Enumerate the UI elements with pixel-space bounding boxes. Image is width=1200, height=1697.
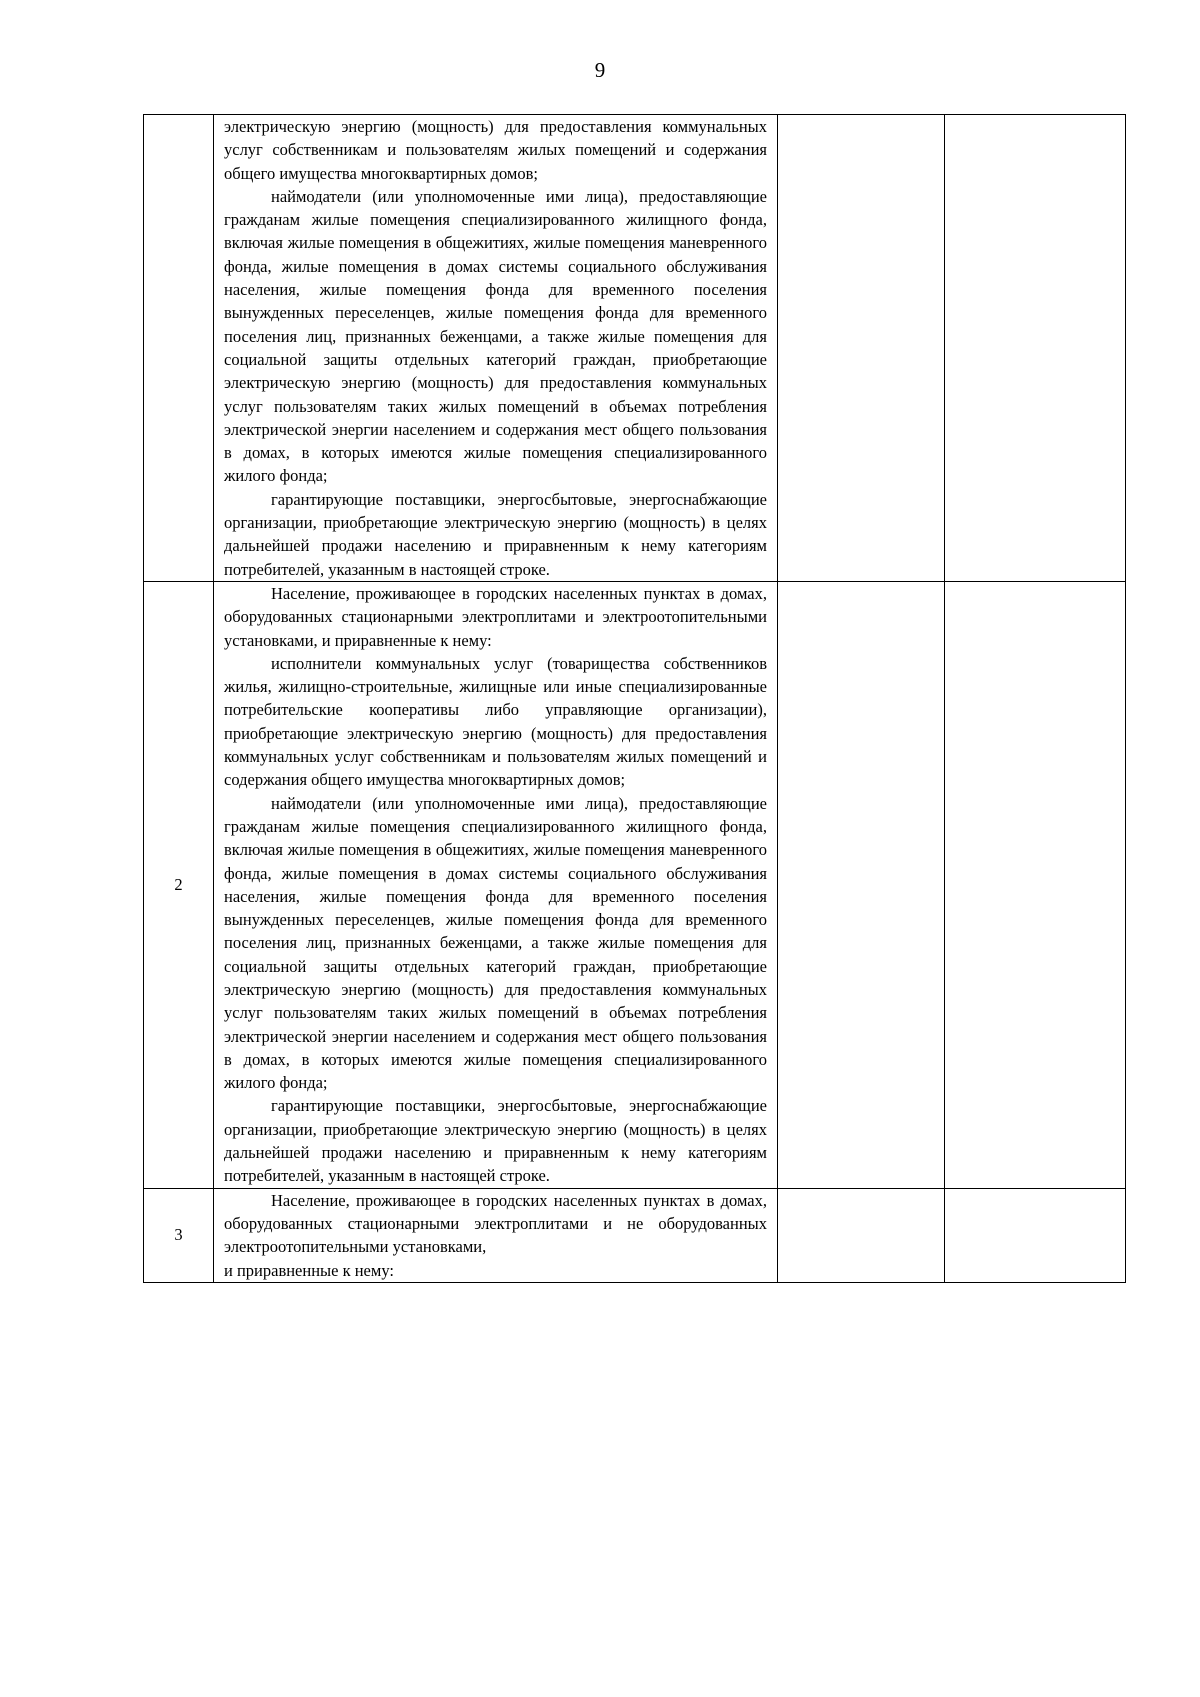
table-row [144, 1188, 1126, 1282]
row-number: 3 [144, 1188, 214, 1282]
empty-cell [778, 581, 945, 1188]
paragraph: Население, проживающее в городских населенных пунктах в домах, оборудованных стационарными электроплитами и не оборудованных электроотопительными установками, [224, 1190, 767, 1257]
paragraph: наймодатели (или уполномоченные ими лица), предоставляющие гражданам жилые помещения специализированного жилищного фонда, включая жилые помещения в общежитиях, жилые помещения маневренного фонда, жилые помещения в домах системы социального обслуживания населения, жилые помещения фонда для временного поселения вынужденных переселенцев, жилые помещения фонда для временного поселения лиц, признанных беженцами, а также жилые помещения для социальной защиты отдельных категорий граждан, приобретающие электрическую энергию (мощность) для предоставления коммунальных услуг пользователям таких жилых помещений в объемах потребления электрической энергии населением и содержания мест общего пользования в домах, в которых имеются жилые помещения специализированного жилого фонда; [224, 186, 767, 486]
row-description [214, 581, 778, 1188]
paragraph: и приравненные к нему: [224, 1260, 394, 1280]
paragraph: электрическую энергию (мощность) для предоставления коммунальных услуг собственникам и пользователям жилых помещений и содержания общего имущества многоквартирных домов; [224, 117, 767, 183]
row-number: 2 [144, 581, 214, 1188]
paragraph: Население, проживающее в городских населенных пунктах в домах, оборудованных стационарными электроплитами и электроотопительными установками, и приравненные к нему: [224, 583, 767, 650]
empty-cell [945, 115, 1126, 582]
paragraph: гарантирующие поставщики, энергосбытовые, энергоснабжающие организации, приобретающие электрическую энергию (мощность) в целях дальнейшей продажи населению и приравненным к нему категориям потребителей, указанным в настоящей строке. [224, 489, 767, 579]
paragraph: исполнители коммунальных услуг (товарищества собственников жилья, жилищно-строительные, жилищные или иные специализированные потребительские кооперативы либо управляющие организации), приобретающие электрическую энергию (мощность) для предоставления коммунальных услуг собственникам и пользователям жилых помещений и содержания общего имущества многоквартирных домов; [224, 653, 767, 790]
row-number [144, 115, 214, 582]
row-description [214, 115, 778, 582]
table-row [144, 581, 1126, 1188]
table-row [144, 115, 1126, 582]
empty-cell [945, 581, 1126, 1188]
row-description [214, 1188, 778, 1282]
tariff-table [143, 114, 1126, 1283]
page-number: 9 [594, 58, 606, 82]
empty-cell [778, 1188, 945, 1282]
paragraph: гарантирующие поставщики, энергосбытовые, энергоснабжающие организации, приобретающие электрическую энергию (мощность) в целях дальнейшей продажи населению и приравненным к нему категориям потребителей, указанным в настоящей строке. [224, 1096, 767, 1186]
empty-cell [778, 115, 945, 582]
paragraph: наймодатели (или уполномоченные ими лица), предоставляющие гражданам жилые помещения специализированного жилищного фонда, включая жилые помещения в общежитиях, жилые помещения маневренного фонда, жилые помещения в домах системы социального обслуживания населения, жилые помещения фонда для временного поселения вынужденных переселенцев, жилые помещения фонда для временного поселения лиц, признанных беженцами, а также жилые помещения для социальной защиты отдельных категорий граждан, приобретающие электрическую энергию (мощность) для предоставления коммунальных услуг пользователям таких жилых помещений в объемах потребления электрической энергии населением и содержания мест общего пользования в домах, в которых имеются жилые помещения специализированного жилого фонда; [224, 793, 767, 1093]
empty-cell [945, 1188, 1126, 1282]
